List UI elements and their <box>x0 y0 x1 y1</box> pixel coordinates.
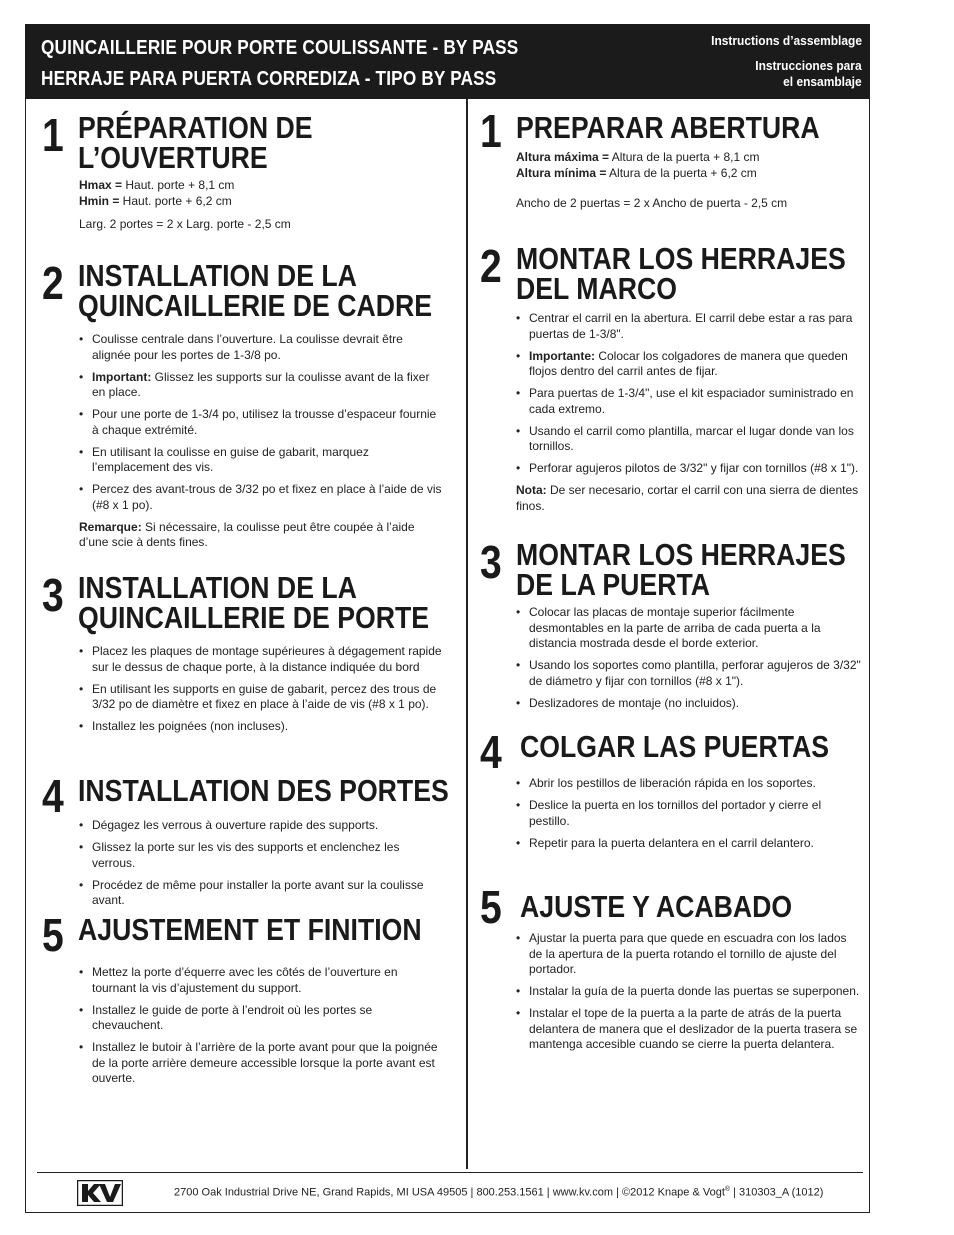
list-item: • Ajustar la puerta para que quede en escuadra con los lados de la apertura de la puerta rotando el tornillo de ajuste del portador. <box>516 931 861 978</box>
bullet-list <box>516 931 861 1053</box>
step-number: 5 <box>42 909 64 961</box>
list-item: • Installez le butoir à l’arrière de la porte avant pour que la poignée de la porte arrière demeure accessible lorsque la porte avant est ouverte. <box>79 1040 444 1087</box>
step-title-line1: PRÉPARATION DE <box>78 110 313 145</box>
note-label: Nota: <box>516 483 547 497</box>
step-body <box>79 965 444 1093</box>
hmin-line <box>516 165 866 181</box>
hmax-line <box>516 149 866 165</box>
list-item: • Colocar las placas de montaje superior fácilmente desmontables en la parte de arriba de cada puerta a la distancia mostrada desde el borde exterior. <box>516 605 861 652</box>
hmin-label: Hmin = <box>79 194 120 208</box>
step-number: 3 <box>480 536 502 588</box>
hmin-label: Altura mínima = <box>516 166 607 180</box>
hmin-value: Haut. porte + 6,2 cm <box>119 194 232 208</box>
header-bar <box>25 24 870 99</box>
step-title-line1: INSTALLATION DES PORTES <box>78 773 449 808</box>
note <box>516 483 861 514</box>
step-title-line1: AJUSTEMENT ET FINITION <box>78 912 422 947</box>
assembly-instructions-fr: Instructions d’assemblage <box>711 33 862 48</box>
bullet-list <box>516 311 861 477</box>
list-item: • Instalar el tope de la puerta a la parte de atrás de la puerta delantera de manera que el deslizador de la puerta trasera se mantenga accesible cuando se cierre la puerta delantera. <box>516 1006 861 1053</box>
step-body <box>516 931 861 1059</box>
hmax-label: Altura máxima = <box>516 150 610 164</box>
list-item: • En utilisant la coulisse en guise de gabarit, marquez l’emplacement des vis. <box>79 445 444 476</box>
step-number: 3 <box>42 569 64 621</box>
step-title-line2: L’OUVERTURE <box>78 140 268 175</box>
list-item: • Procédez de même pour installer la porte avant sur la coulisse avant. <box>79 878 444 909</box>
step-title-line1: COLGAR LAS PUERTAS <box>520 729 830 764</box>
footer-code: | 310303_A (1012) <box>730 1186 824 1199</box>
column-divider <box>466 99 468 1169</box>
step-number: 1 <box>42 109 64 161</box>
width-line: Ancho de 2 puertas = 2 x Ancho de puerta - 2,5 cm <box>516 196 788 210</box>
important-label: Important: <box>92 369 152 384</box>
title-french: QUINCAILLERIE POUR PORTE COULISSANTE - BY PASS <box>41 37 519 59</box>
list-item: • Usando el carril como plantilla, marcar el lugar donde van los tornillos. <box>516 424 861 455</box>
bullet-list <box>79 644 444 735</box>
list-item: • Dégagez les verrous à ouverture rapide des supports. <box>79 818 444 834</box>
list-item <box>516 349 861 380</box>
list-item: • Glissez la porte sur les vis des supports et enclenchez les verrous. <box>79 840 444 871</box>
step-title-line1: MONTAR LOS HERRAJES <box>516 537 846 572</box>
bullet-list <box>516 605 861 711</box>
bullet-list <box>516 776 861 851</box>
bullet-list <box>79 332 444 513</box>
list-item: • Installez les poignées (non incluses). <box>79 719 444 735</box>
step-body <box>516 149 866 211</box>
step-title-line2: QUINCAILLERIE DE PORTE <box>78 600 430 635</box>
list-item: • En utilisant les supports en guise de gabarit, percez des trous de 3/32 po de diamètre et fixez en place à l’aide de vis (#8 x 1 po). <box>79 682 444 713</box>
list-item: • Placez les plaques de montage supérieures à dégagement rapide sur le dessus de chaque porte, à la distance indiquée du bord <box>79 644 444 675</box>
list-item: • Deslizadores de montaje (no incluidos). <box>516 696 861 712</box>
assembly-instructions-es-line1: Instrucciones para <box>755 58 862 73</box>
step-title-line2: DEL MARCO <box>516 271 677 306</box>
step-body <box>516 605 861 718</box>
list-item: • Centrar el carril en la abertura. El carril debe estar a ras para puertas de 1-3/8". <box>516 311 861 342</box>
note-text: De ser necesario, cortar el carril con una sierra de dientes finos. <box>516 483 859 513</box>
hmin-line <box>79 193 449 209</box>
step-number: 4 <box>480 726 502 778</box>
kv-logo <box>77 1180 123 1206</box>
list-item: • Repetir para la puerta delantera en el carril delantero. <box>516 836 861 852</box>
assembly-instructions-es <box>756 58 862 90</box>
list-item: • Instalar la guía de la puerta donde las puertas se superponen. <box>516 984 861 1000</box>
list-item: • Abrir los pestillos de liberación rápida en los soportes. <box>516 776 861 792</box>
step-body <box>516 311 861 521</box>
hmax-value: Altura de la puerta + 8,1 cm <box>609 150 760 164</box>
step-body <box>516 776 861 858</box>
width-line: Larg. 2 portes = 2 x Larg. porte - 2,5 cm <box>79 217 291 231</box>
registered-mark: ® <box>724 1186 731 1193</box>
list-item: • Perforar agujeros pilotos de 3/32" y fijar con tornillos (#8 x 1"). <box>516 461 861 477</box>
hmax-line <box>79 177 449 193</box>
footer-contact <box>174 1186 823 1199</box>
step-title-line1: AJUSTE Y ACABADO <box>520 889 793 924</box>
note <box>79 520 444 551</box>
bullet-list <box>79 965 444 1087</box>
bullet-list <box>79 818 444 909</box>
important-text: Glissez les supports sur la coulisse avant de la fixer en place. <box>92 369 430 399</box>
assembly-instructions-es-line2: el ensamblaje <box>783 74 862 89</box>
step-number: 1 <box>480 105 502 157</box>
list-item: • Deslice la puerta en los tornillos del portador y cierre el pestillo. <box>516 798 861 829</box>
step-title-line1: INSTALLATION DE LA <box>78 258 357 293</box>
step-body <box>79 818 444 915</box>
step-title-line1: PREPARAR ABERTURA <box>516 110 820 145</box>
important-label: Importante: <box>529 348 595 363</box>
note-label: Remarque: <box>79 519 142 534</box>
step-body <box>79 644 444 741</box>
step-title-line2: QUINCAILLERIE DE CADRE <box>78 288 433 323</box>
hmax-value: Haut. porte + 8,1 cm <box>122 178 235 192</box>
hmax-label: Hmax = <box>79 178 123 192</box>
list-item: • Mettez la porte d’équerre avec les côtés de l’ouverture en tournant la vis d’ajustement du support. <box>79 965 444 996</box>
hmin-value: Altura de la puerta + 6,2 cm <box>606 166 757 180</box>
title-spanish: HERRAJE PARA PUERTA CORREDIZA - TIPO BY PASS <box>41 68 497 90</box>
step-number: 2 <box>42 257 64 309</box>
step-title-line1: MONTAR LOS HERRAJES <box>516 241 846 276</box>
step-number: 4 <box>42 770 64 822</box>
step-body <box>79 177 449 232</box>
step-body <box>79 332 444 558</box>
step-title-line2: DE LA PUERTA <box>516 567 711 602</box>
list-item: • Para puertas de 1-3/4", use el kit espaciador suministrado en cada extremo. <box>516 386 861 417</box>
list-item: • Installez le guide de porte à l’endroit où les portes se chevauchent. <box>79 1003 444 1034</box>
important-text: Colocar los colgadores de manera que queden flojos dentro del carril antes de fijar. <box>529 348 848 378</box>
note-text: Si nécessaire, la coulisse peut être coupée à l’aide d’une scie à dents fines. <box>79 519 415 549</box>
list-item: • Pour une porte de 1-3/4 po, utilisez la trousse d’espaceur fournie à chaque extrémité. <box>79 407 444 438</box>
list-item <box>79 370 444 401</box>
list-item: • Coulisse centrale dans l’ouverture. La coulisse devrait être alignée pour les portes de 1-3/8 po. <box>79 332 444 363</box>
footer-address: 2700 Oak Industrial Drive NE, Grand Rapids, MI USA 49505 | 800.253.1561 | www.kv.com | ©2012 Knape & Vogt <box>174 1186 725 1199</box>
step-title-line1: INSTALLATION DE LA <box>78 570 357 605</box>
footer-rule <box>37 1172 863 1173</box>
list-item: • Percez des avant-trous de 3/32 po et fixez en place à l’aide de vis (#8 x 1 po). <box>79 482 444 513</box>
step-number: 2 <box>480 240 502 292</box>
list-item: • Usando los soportes como plantilla, perforar agujeros de 3/32" de diámetro y fijar con tornillos (#8 x 1"). <box>516 658 861 689</box>
step-number: 5 <box>480 881 502 933</box>
